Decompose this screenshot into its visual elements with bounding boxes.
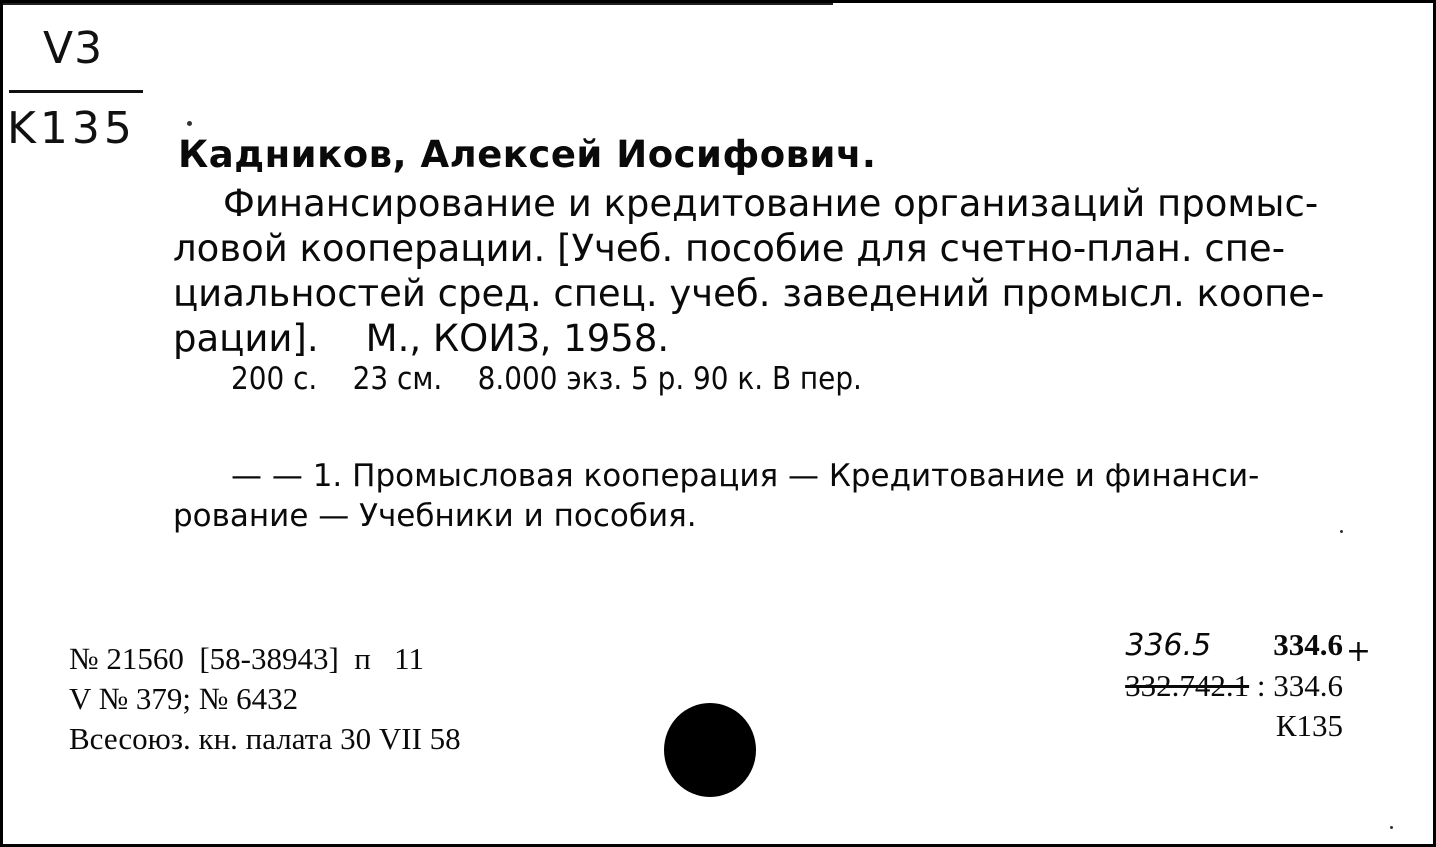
secondary-index: 334.6 [1273,668,1343,703]
ink-speck [1340,530,1343,533]
card-top-edge [3,3,833,5]
registry-line: Всесоюз. кн. палата 30 VII 58 [69,721,461,756]
title-line: ловой кооперации. [Учеб. пособие для счетно-план. спе- [173,227,1286,270]
title-line: Финансирование и кредитование организаций промыс- [223,182,1319,225]
shelf-mark-divider [9,90,143,93]
subject-line: — — 1. Промысловая кооперация — Кредитование и финанси- [231,458,1260,494]
struck-index: 332.742.1 [1125,668,1250,703]
shelf-mark-top: V3 [43,23,104,74]
ink-speck [187,121,192,126]
primary-index: 334.6 [1273,627,1343,662]
author-heading: Кадников, Алексей Иосифович. [178,133,877,176]
subject-line: рование — Учебники и пособия. [173,498,697,534]
ink-speck [1390,826,1393,829]
title-line: рации]. М., КОИЗ, 1958. [173,317,670,360]
author-mark: К135 [1275,708,1343,743]
title-line: циальностей сред. спец. учеб. заведений промысл. коопе- [173,272,1325,315]
classification-block [1125,625,1343,746]
registry-info [69,639,461,759]
physical-description: 200 с. 23 см. 8.000 экз. 5 р. 90 к. В пер. [231,361,862,397]
shelf-mark-bottom: K135 [7,103,136,154]
classification-line-2 [1125,666,1343,706]
plus-mark: + [1345,634,1371,669]
punch-hole [664,703,756,797]
title-description [173,181,1348,361]
classification-line-1 [1125,625,1343,666]
registry-line: V № 379; № 6432 [69,681,299,716]
handwritten-index: 336.5 [1125,628,1212,663]
registry-line: № 21560 [58-38943] п 11 [69,641,424,676]
index-separator: : [1249,668,1274,703]
subject-headings [173,456,1348,536]
